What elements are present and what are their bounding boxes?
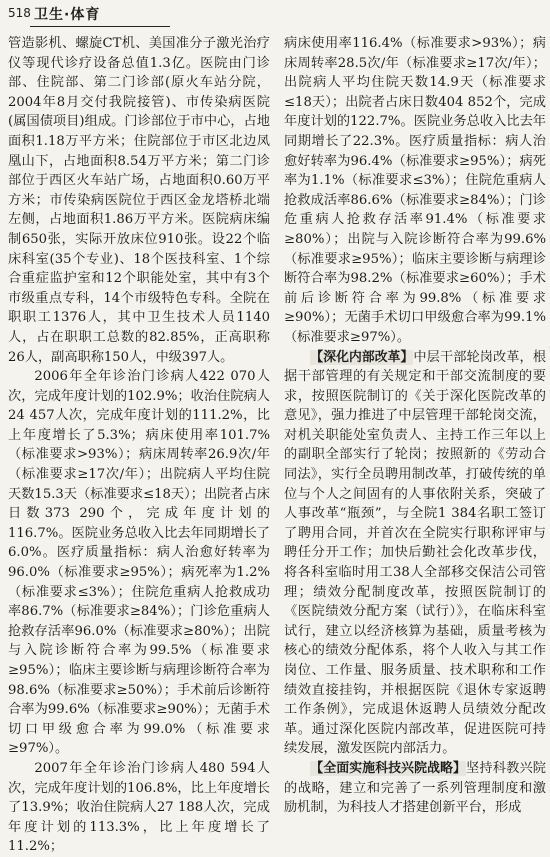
header-rule <box>30 26 170 27</box>
paragraph <box>284 348 546 759</box>
paragraph: 2006年全年诊治门诊病人422 070人次，完成年度计划的102.9%；收治住院病人24 457人次，完成年度计划的111.2%，比上年度增长了5.3%；病床使用率101.7%（标准要求>93%）；病床周转率26.9次/年（标准要求≥17次/年）；出院病人平均住院天数15.3天（标准要求≤18天）；出院者占床日数373 290个，完成年度计划的116.7%。医院业务总收入比去年同期增长了6.0%。医疗质量指标：病人治愈好转率为96.0%（标准要求≥95%）；病死率为1.2%（标准要求≤3%）；住院危重病人抢救成功率86.7%（标准要求≥84%）；门诊危重病人抢救存活率96.0%（标准要求≥80%）；出院与入院诊断符合率为99.5%（标准要求≥95%）；临床主要诊断与病理诊断符合率为98.6%（标准要求≥50%）；手术前后诊断符合率为99.6%（标准要求≥90%）；无菌手术切口甲级愈合率为99.0%（标准要求≥97%）。 <box>8 369 270 757</box>
right-column <box>284 34 546 824</box>
page-header <box>8 4 542 28</box>
paragraph: 管造影机、螺旋CT机、美国准分子激光治疗仪等现代诊疗设备总值1.3亿。医院由门诊部、住院部、第二门诊部(原火车站分院，2004年8月交付我院接管)、市传染病医院(属国债项目)组成。门诊部位于市中心，占地面积1.18万平方米；住院部位于市区北边凤凰山下，占地面积8.54万平方米；第二门诊部位于西区火车站广场，占地面积0.60万平方米；市传染病医院位于西区金龙塔桥北端左侧，占地面积1.86万平方米。医院病床编制650张，实际开放床位910张。设22个临床科室(35个专业)、18个医技科室、1个综合重症监护室和12个职能处室，其中有3个市级重点专科，14个市级特色专科。全院在职职工1376人，其中卫生技术人员1140人，占在职职工总数的82.85%，正高职称26人，副高职称150人，中级397人。 <box>8 36 270 365</box>
section-heading: 【深化内部改革】 <box>310 349 414 365</box>
paragraph-body: 中层干部轮岗改革，根据干部管理的有关规定和干部交流制度的要求，按照医院制订的《关于深化医院改革的意见》，强力推进了中层管理干部轮岗交流，对机关职能处室负责人、主持工作三年以上的副职全部实行了轮岗；按照新的《劳动合同法》，实行全员聘用制改革，打破传统的单位与个人之间固有的人事依附关系，突破了人事改革“瓶颈”，与全院1 384名职工签订了聘用合同，并首次在全院实行职称评审与聘任分开工作；加快后勤社会化改革步伐，将各科室临时用工38人全部移交保洁公司管理；绩效分配制度改革，按照医院制订的《医院绩效分配方案（试行）》，在临床科室试行，建立以经济核算为基础，质量考核为核心的绩效分配体系，将个人收入与其工作岗位、工作量、服务质量、技术职称和工作绩效直接挂钩，并根据医院《退休专家返聘工作条例》，完成退休返聘人员绩效分配改革。通过深化医院内部改革，促进医院可持续发展，激发医院内部活力。 <box>284 349 547 757</box>
left-column <box>8 34 270 855</box>
paragraph <box>284 759 546 818</box>
paragraph: 病床使用率116.4%（标准要求>93%）；病床周转率28.5次/年（标准要求≥17次/年）；出院病人平均住院天数14.9天（标准要求≤18天）；出院者占床日数404 852个，完成年度计划的122.7%。医院业务总收入比去年同期增长了22.3%。医疗质量指标：病人治愈好转率为96.4%（标准要求≥95%）；病死率为1.1%（标准要求≤3%）；住院危重病人抢救成活率86.6%（标准要求≥84%）；门诊危重病人抢救存活率91.4%（标准要求≥80%）；出院与入院诊断符合率为99.6%（标准要求≥95%）；临床主要诊断与病理诊断符合率为98.2%（标准要求≥60%）；手术前后诊断符合率为99.8%（标准要求≥90%）；无菌手术切口甲级愈合率为99.1%（标准要求≥97%）。 <box>284 36 546 345</box>
section-heading: 【全面实施科技兴院战略】 <box>310 760 467 776</box>
paragraph-body: 坚持科教兴院的战略，建立和完善了一系列管理制度和激励机制，为科技人才搭建创新平台，形成 <box>284 760 546 816</box>
page-number: 518 <box>8 6 31 20</box>
paragraph: 2007年全年诊治门诊病人480 594人次，完成年度计划的106.8%，比上年度增长了13.9%；收治住院病人27 188人次，完成年度计划的113.3%，比上年度增长了11.2%； <box>8 760 270 855</box>
section-title: 卫生·体育 <box>34 7 101 23</box>
